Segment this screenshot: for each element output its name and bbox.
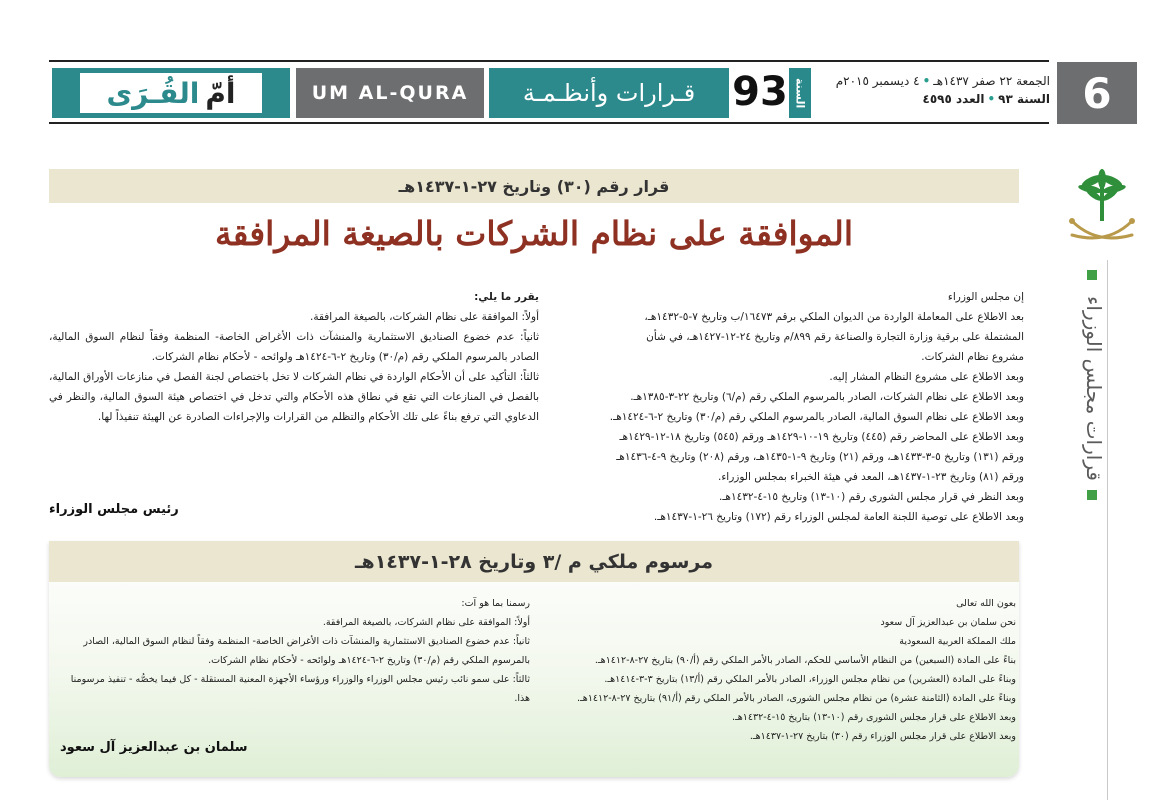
decree-item: ثالثاً: على سمو نائب رئيس مجلس الوزراء والوزراء ورؤساء الأجهزة المعنية المستقلة - كل فيما يخصُّه - تنفيذ مرسومنا هذا. <box>70 674 530 704</box>
preamble-line: إن مجلس الوزراء <box>947 291 1024 303</box>
decree-preamble <box>548 594 1016 746</box>
decree-line: ملك المملكة العربية السعودية <box>899 636 1016 647</box>
saudi-emblem-icon <box>1066 165 1138 261</box>
logo-word-um: أمّ <box>205 76 236 110</box>
newspaper-logo <box>52 68 290 118</box>
paper-name-latin: UM AL-QURA <box>296 68 484 118</box>
header-rule-bottom <box>49 122 1049 124</box>
issue-number: العدد ٤٥٩٥ <box>922 92 985 106</box>
issue-year: السنة ٩٣ <box>998 92 1050 106</box>
bullet-separator: • <box>987 92 996 106</box>
decree-line: وبناءً على المادة (الثامنة عشرة) من نظام مجلس الشورى، الصادر بالأمر الملكي رقم (أ/٩١) بتاريخ ٢٧-٨-١٤١٢هـ. <box>576 693 1016 704</box>
resolution-intro: يقرر ما يلي: <box>474 291 539 303</box>
preamble-line: وبعد الاطلاع على المحاضر رقم (٤٤٥) وتاريخ ١٩-١٠-١٤٢٩هـ ورقم (٥٤٥) وتاريخ ١٨-١٢-١٤٢٩هـ <box>619 431 1024 443</box>
logo-word-qura: القُـرَى <box>106 76 200 110</box>
preamble-line: ورقم (١٣١) وتاريخ ٥-٣-١٤٣٣هـ، ورقم (٢١) وتاريخ ٩-١-١٤٣٥هـ، ورقم (٢٠٨) وتاريخ ٩-٤-١٤٣٦هـ <box>616 451 1024 463</box>
logo-wordmark <box>80 73 262 113</box>
side-divider <box>1107 260 1108 800</box>
decree-title-bar: مرسوم ملكي م /٣ وتاريخ ٢٨-١-١٤٣٧هـ <box>49 541 1019 582</box>
preamble-line: بعد الاطلاع على المعاملة الواردة من الديوان الملكي برقم ١٦٤٧٣/ب وتاريخ ٧-٥-١٤٣٢هـ، <box>644 311 1024 323</box>
preamble-line: وبعد الاطلاع على نظام الشركات، الصادر بالمرسوم الملكي رقم (م/٦) وتاريخ ٢٢-٣-١٣٨٥هـ. <box>630 391 1024 403</box>
side-section-label: قرارات مجلس الوزراء <box>1082 295 1106 481</box>
side-marker-bottom <box>1087 490 1097 500</box>
issue-date-line <box>818 72 1050 90</box>
decree-item: رسمنا بما هو آت: <box>461 598 530 609</box>
decision-headline: الموافقة على نظام الشركات بالصيغة المرافقة <box>214 214 853 253</box>
header-rule-top <box>49 60 1049 62</box>
decree-item: ثانياً: عدم خضوع الصناديق الاستثمارية والمنشآت ذات الأغراض الخاصة- المنظمة وفقاً لنظام السوق المالية، الصادر بالمرسوم الملكي رقم (م/٣٠) وتاريخ ٢-٦-١٤٢٤هـ ولوائحه - لأحكام نظام الشركات. <box>83 636 530 666</box>
year-label-badge: السنة <box>789 68 811 118</box>
preamble-line: وبعد الاطلاع على نظام السوق المالية، الصادر بالمرسوم الملكي رقم (م/٣٠) وتاريخ ٢-٦-١٤٢٤هـ. <box>609 411 1024 423</box>
issue-date-gregorian: ٤ ديسمبر ٢٠١٥م <box>835 74 920 88</box>
year-number: 93 <box>732 69 788 115</box>
resolution-item: ثانياً: عدم خضوع الصناديق الاستثمارية والمنشآت ذات الأغراض الخاصة- المنظمة وفقاً لنظام السوق المالية، الصادر بالمرسوم الملكي رقم (م/٣٠) وتاريخ ٢-٦-١٤٢٤هـ ولوائحه - لأحكام نظام الشركات. <box>49 331 539 363</box>
preamble-line: وبعد النظر في قرار مجلس الشورى رقم (١٠-١٣) وتاريخ ١٥-٤-١٤٣٢هـ. <box>719 491 1024 503</box>
resolution-item: ثالثاً: التأكيد على أن الأحكام الواردة في نظام الشركات لا تخل باختصاص لجنة الفصل في منازعات الأوراق المالية، بالفصل في المنازعات التي تقع في نطاق هذه الأحكام والتي تدخل في اختصاص هيئة السوق المالية، والنظر في الدعاوي التي ترفع بناءً على تلك الأحكام والتظلم من القرارات والإجراءات الصادرة عن الهيئة تنفيذاً لها. <box>49 371 539 423</box>
bullet-separator: • <box>922 74 931 88</box>
decree-line: بعون الله تعالى <box>956 598 1016 609</box>
decree-line: وبناءً على المادة (العشرين) من نظام مجلس الوزراء، الصادر بالأمر الملكي رقم (أ/١٣) بتاريخ ٣-٣-١٤١٤هـ. <box>604 674 1016 685</box>
page-number: 6 <box>1057 62 1137 124</box>
decision-resolutions <box>49 287 539 427</box>
decree-signer: سلمان بن عبدالعزيز آل سعود <box>60 740 248 755</box>
decree-item: أولاً: الموافقة على نظام الشركات، بالصيغة المرافقة. <box>322 617 530 628</box>
decree-resolutions <box>56 594 530 708</box>
issue-number-line <box>818 90 1050 108</box>
preamble-line: وبعد الاطلاع على توصية اللجنة العامة لمجلس الوزراء رقم (١٧٢) وتاريخ ٢٦-١-١٤٣٧هـ. <box>653 511 1024 523</box>
decree-line: نحن سلمان بن عبدالعزيز آل سعود <box>880 617 1016 628</box>
decree-line: وبعد الاطلاع على قرار مجلس الوزراء رقم (٣٠) بتاريخ ٢٧-١-١٤٣٧هـ. <box>749 731 1016 742</box>
section-title: قـرارات وأنظـمـة <box>489 68 729 118</box>
issue-info <box>818 72 1050 108</box>
preamble-line: مشروع نظام الشركات. <box>921 351 1024 363</box>
decision-title-bar: قرار رقم (٣٠) وتاريخ ٢٧-١-١٤٣٧هـ <box>49 169 1019 203</box>
decree-line: بناءً على المادة (السبعين) من النظام الأساسي للحكم، الصادر بالأمر الملكي رقم (أ/٩٠) بتاريخ ٢٧-٨-١٤١٢هـ. <box>594 655 1016 666</box>
preamble-line: ورقم (٨١) وتاريخ ٢٣-١-١٤٣٧هـ، المعد في هيئة الخبراء بمجلس الوزراء. <box>718 471 1024 483</box>
issue-day-hijri: الجمعة ٢٢ صفر ١٤٣٧هـ <box>933 74 1050 88</box>
decision-signer: رئيس مجلس الوزراء <box>49 502 179 517</box>
resolution-item: أولاً: الموافقة على نظام الشركات، بالصيغة المرافقة. <box>310 311 539 323</box>
preamble-line: وبعد الاطلاع على مشروع النظام المشار إليه. <box>829 371 1024 383</box>
preamble-line: المشتملة على برقية وزارة التجارة والصناعة رقم ٨٩٩/م وتاريخ ٢٤-١٢-١٤٢٧هـ، في شأن <box>646 331 1024 343</box>
decree-line: وبعد الاطلاع على قرار مجلس الشورى رقم (١٠-١٣) بتاريخ ١٥-٤-١٤٣٢هـ. <box>731 712 1016 723</box>
decision-preamble <box>554 287 1024 527</box>
